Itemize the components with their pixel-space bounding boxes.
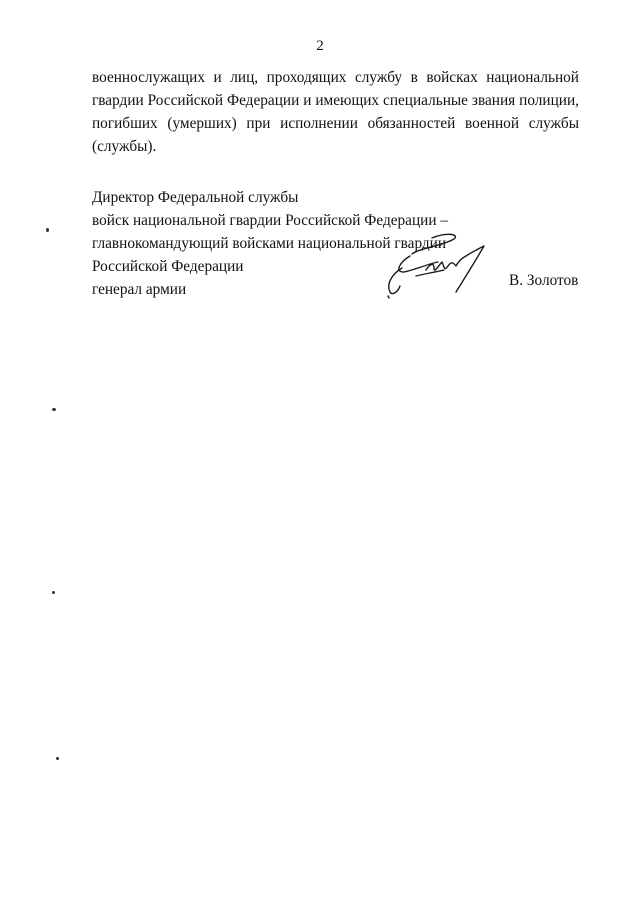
scan-mark bbox=[46, 228, 49, 232]
paragraph-line: погибших (умерших) при исполнении обязанностей военной службы bbox=[92, 115, 579, 132]
handwritten-signature bbox=[380, 226, 490, 306]
scan-mark bbox=[52, 408, 56, 411]
scan-mark bbox=[52, 591, 55, 594]
scan-mark bbox=[56, 757, 59, 760]
body-paragraph bbox=[92, 66, 579, 158]
page-number: 2 bbox=[316, 38, 324, 54]
paragraph-line: (службы). bbox=[92, 138, 157, 155]
signatory-rank: генерал армии bbox=[92, 281, 187, 298]
signatory-title-line: Директор Федеральной службы bbox=[92, 189, 299, 206]
paragraph-line: военнослужащих и лиц, проходящих службу в войсках национальной bbox=[92, 69, 579, 86]
paragraph-line: гвардии Российской Федерации и имеющих специальные звания полиции, bbox=[92, 92, 579, 109]
signer-name: В. Золотов bbox=[509, 272, 579, 289]
signatory-title-line: Российской Федерации bbox=[92, 258, 244, 275]
signatory-title-line: войск национальной гвардии Российской Федерации – bbox=[92, 212, 448, 229]
signatory-title-line: главнокомандующий войсками национальной гвардии bbox=[92, 235, 447, 252]
